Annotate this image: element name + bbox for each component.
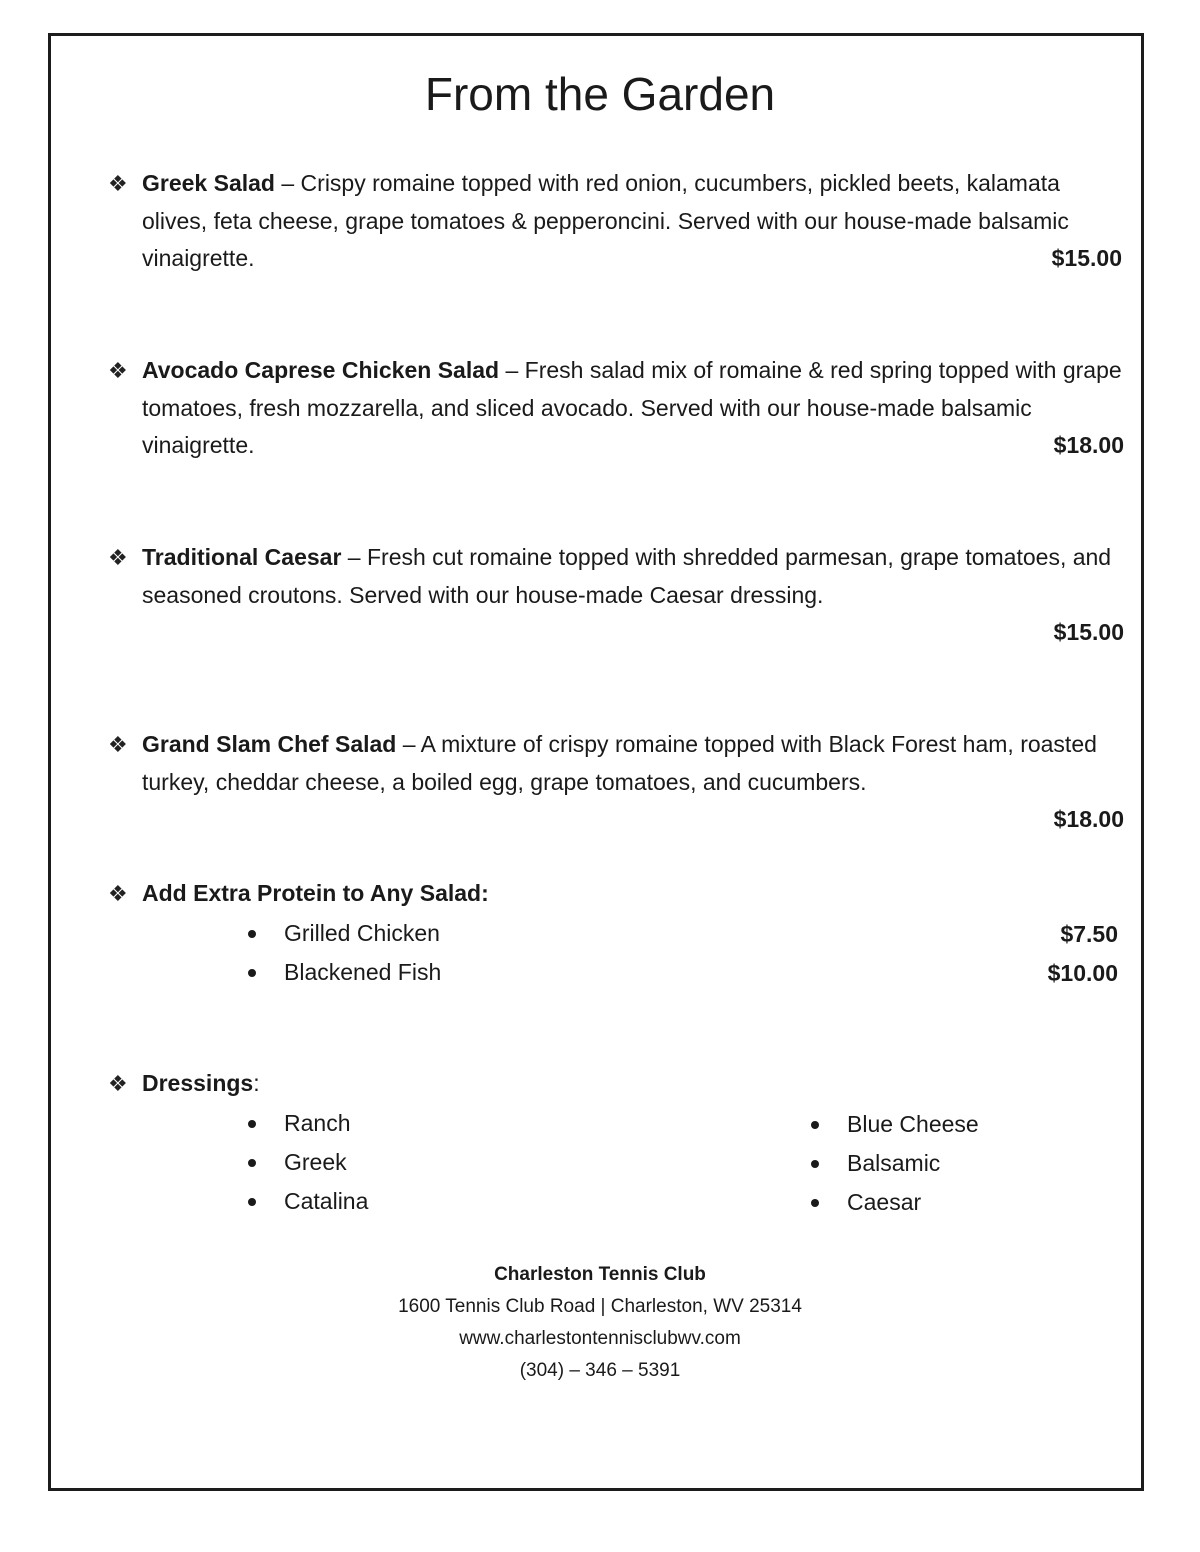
protein-heading: Add Extra Protein to Any Salad:: [142, 880, 489, 906]
protein-section: [108, 875, 1124, 913]
item-separator: –: [274, 170, 301, 196]
club-phone: (304) – 346 – 5391: [519, 1360, 681, 1381]
item-price: $18.00: [1053, 806, 1124, 832]
club-website: www.charlestontennisclubwv.com: [459, 1328, 741, 1349]
bullet-dot-icon: [811, 1121, 819, 1129]
diamond-bullet-icon: ❖: [108, 545, 128, 570]
bullet-dot-icon: [248, 1198, 256, 1206]
dressings-section: [108, 1065, 1124, 1103]
item-separator: –: [499, 357, 525, 383]
dressing-label: Balsamic: [847, 1150, 941, 1176]
dressing-label: Greek: [284, 1149, 347, 1175]
menu-item-grand-slam-chef-salad: [108, 726, 1124, 832]
item-name: Grand Slam Chef Salad: [142, 731, 397, 757]
item-description: Crispy romaine topped with red onion, cucumbers, pickled beets, kalamata olives, feta cheese, grape tomatoes & pepperoncini. Served with our house-made balsamic vinaigrette.: [142, 170, 1069, 271]
protein-option-label: Grilled Chicken: [284, 920, 440, 946]
item-description: Fresh cut romaine topped with shredded parmesan, grape tomatoes, and seasoned croutons. Served with our house-made Caesar dressing.: [142, 544, 1112, 608]
dressing-label: Ranch: [284, 1110, 351, 1136]
dressings-heading: Dressings: [142, 1070, 254, 1096]
dressing-label: Catalina: [284, 1188, 369, 1214]
bullet-dot-icon: [811, 1199, 819, 1207]
protein-option-price: $10.00: [1047, 960, 1118, 986]
protein-option-price: $7.50: [1060, 921, 1118, 947]
bullet-dot-icon: [248, 969, 256, 977]
dressing-label: Blue Cheese: [847, 1111, 979, 1137]
item-price: $15.00: [1051, 245, 1122, 271]
bullet-dot-icon: [248, 1159, 256, 1167]
item-description: A mixture of crispy romaine topped with Black Forest ham, roasted turkey, cheddar cheese, a boiled egg, grape tomatoes, and cucumbers.: [142, 731, 1097, 795]
dressings-colon: :: [253, 1070, 260, 1096]
menu-item-traditional-caesar: [108, 539, 1124, 645]
dressing-label: Caesar: [847, 1189, 922, 1215]
diamond-bullet-icon: ❖: [108, 732, 128, 757]
item-name: Greek Salad: [142, 170, 275, 196]
item-name: Traditional Caesar: [142, 544, 342, 570]
diamond-bullet-icon: ❖: [108, 1071, 128, 1096]
club-footer: [0, 1259, 1200, 1387]
bullet-dot-icon: [811, 1160, 819, 1168]
bullet-dot-icon: [248, 930, 256, 938]
diamond-bullet-icon: ❖: [108, 171, 128, 196]
diamond-bullet-icon: ❖: [108, 881, 128, 906]
diamond-bullet-icon: ❖: [108, 358, 128, 383]
menu-item-avocado-caprese-chicken-salad: [108, 352, 1124, 465]
bullet-dot-icon: [248, 1120, 256, 1128]
page-title: From the Garden: [424, 68, 776, 120]
item-name: Avocado Caprese Chicken Salad: [142, 357, 500, 383]
protein-option-label: Blackened Fish: [284, 959, 442, 985]
club-address: 1600 Tennis Club Road | Charleston, WV 25314: [398, 1296, 802, 1317]
item-price: $18.00: [1053, 432, 1124, 458]
item-price: $15.00: [1053, 619, 1124, 645]
item-separator: –: [396, 731, 421, 757]
menu-item-greek-salad: [108, 165, 1124, 278]
item-description: Fresh salad mix of romaine & red spring topped with grape tomatoes, fresh mozzarella, and sliced avocado. Served with our house-made balsamic vinaigrette.: [142, 357, 1122, 458]
item-separator: –: [341, 544, 367, 570]
club-name: Charleston Tennis Club: [494, 1264, 706, 1285]
